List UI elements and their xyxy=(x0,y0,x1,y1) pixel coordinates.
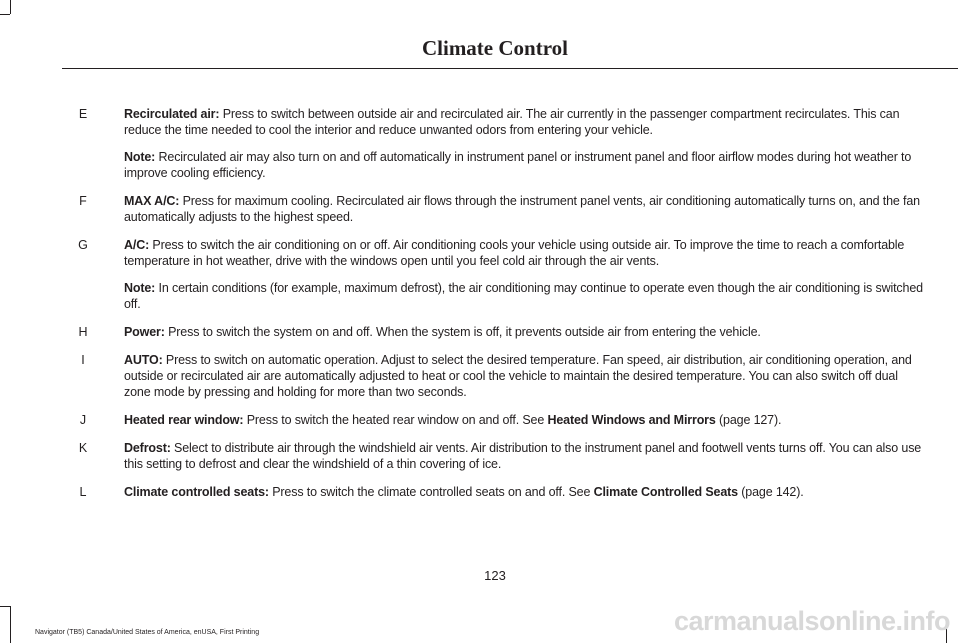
watermark: carmanualsonline.info xyxy=(673,606,950,636)
page-title: Climate Control xyxy=(421,36,568,60)
cross-reference-page: (page 127). xyxy=(715,413,782,427)
entry-term: Heated rear window: xyxy=(124,413,244,427)
entry-description xyxy=(124,440,924,472)
cross-reference-page: (page 142). xyxy=(737,485,804,499)
crop-mark-bottom-left-horizontal xyxy=(0,606,10,607)
entry-note xyxy=(124,280,924,312)
entry-letter: I xyxy=(81,353,85,367)
page-number: 123 xyxy=(484,568,506,583)
edition-footer: Navigator (TB5) Canada/United States of America, enUSA, First Printing xyxy=(35,629,260,636)
entry-letter: H xyxy=(78,325,88,339)
entry-term: Defrost: xyxy=(124,441,171,455)
entry-letter: G xyxy=(78,238,88,252)
entry-e xyxy=(0,106,960,181)
entry-description xyxy=(124,237,924,269)
entry-letter: F xyxy=(79,194,87,208)
entry-description xyxy=(124,106,924,138)
cross-reference-link[interactable]: Heated Windows and Mirrors xyxy=(547,413,716,427)
entry-list xyxy=(0,106,960,512)
entry-description xyxy=(124,193,924,225)
crop-mark-top-left-vertical xyxy=(10,0,11,14)
crop-mark-bottom-left-vertical xyxy=(10,606,11,643)
entry-text: Press to switch the system on and off. When the system is off, it prevents outside air from entering the vehicle. xyxy=(164,325,761,339)
entry-letter: E xyxy=(78,107,88,121)
entry-i xyxy=(0,352,960,400)
entry-description xyxy=(124,352,924,400)
note-text: In certain conditions (for example, maximum defrost), the air conditioning may continue to operate even though the air conditioning is switched off. xyxy=(124,281,923,311)
entry-letter: J xyxy=(79,413,87,427)
entry-term: Power: xyxy=(124,325,165,339)
entry-l xyxy=(0,484,960,500)
entry-term: A/C: xyxy=(124,238,150,252)
note-label: Note: xyxy=(124,281,156,295)
note-text: Recirculated air may also turn on and off automatically in instrument panel or instrument panel and floor airflow modes during hot weather to improve cooling efficiency. xyxy=(124,150,912,180)
entry-description xyxy=(124,324,924,340)
entry-letter: K xyxy=(78,441,88,455)
entry-text: Select to distribute air through the windshield air vents. Air distribution to the instrument panel and footwell vents turns off. You can also use this setting to defrost and clear the windshield of a thin covering of ice. xyxy=(124,441,922,471)
entry-letter: L xyxy=(79,485,87,499)
entry-note xyxy=(124,149,924,181)
entry-description xyxy=(124,484,924,500)
entry-text: Press to switch between outside air and recirculated air. The air currently in the passenger compartment recirculates. This can reduce the time needed to cool the interior and reduce unwanted odors from entering your vehicle. xyxy=(124,107,900,137)
entry-k xyxy=(0,440,960,472)
cross-reference-link[interactable]: Climate Controlled Seats xyxy=(593,485,738,499)
entry-term: Climate controlled seats: xyxy=(124,485,269,499)
entry-g xyxy=(0,237,960,312)
entry-description xyxy=(124,412,924,428)
entry-text: Press to switch the heated rear window on and off. See xyxy=(243,413,548,427)
entry-f xyxy=(0,193,960,225)
entry-text: Press to switch the climate controlled seats on and off. See xyxy=(268,485,594,499)
entry-term: Recirculated air: xyxy=(124,107,220,121)
entry-h xyxy=(0,324,960,340)
entry-term: AUTO: xyxy=(124,353,163,367)
entry-j xyxy=(0,412,960,428)
entry-text: Press to switch on automatic operation. Adjust to select the desired temperature. Fan speed, air distribution, air conditioning operation, and outside or recirculated air are automatically adjusted to heat or cool the vehicle to maintain the desired temperature. You can also switch off dual zone mode by pressing and holding for more than two seconds. xyxy=(124,353,912,399)
crop-mark-top-left-horizontal xyxy=(0,14,10,15)
entry-text: Press for maximum cooling. Recirculated air flows through the instrument panel vents, air conditioning automatically turns on, and the fan automatically adjusts to the highest speed. xyxy=(124,194,920,224)
entry-text: Press to switch the air conditioning on or off. Air conditioning cools your vehicle using outside air. To improve the time to reach a comfortable temperature in hot weather, drive with the windows open until you feel cold air through the air vents. xyxy=(124,238,905,268)
header-rule xyxy=(62,68,958,69)
entry-term: MAX A/C: xyxy=(124,194,180,208)
note-label: Note: xyxy=(124,150,156,164)
